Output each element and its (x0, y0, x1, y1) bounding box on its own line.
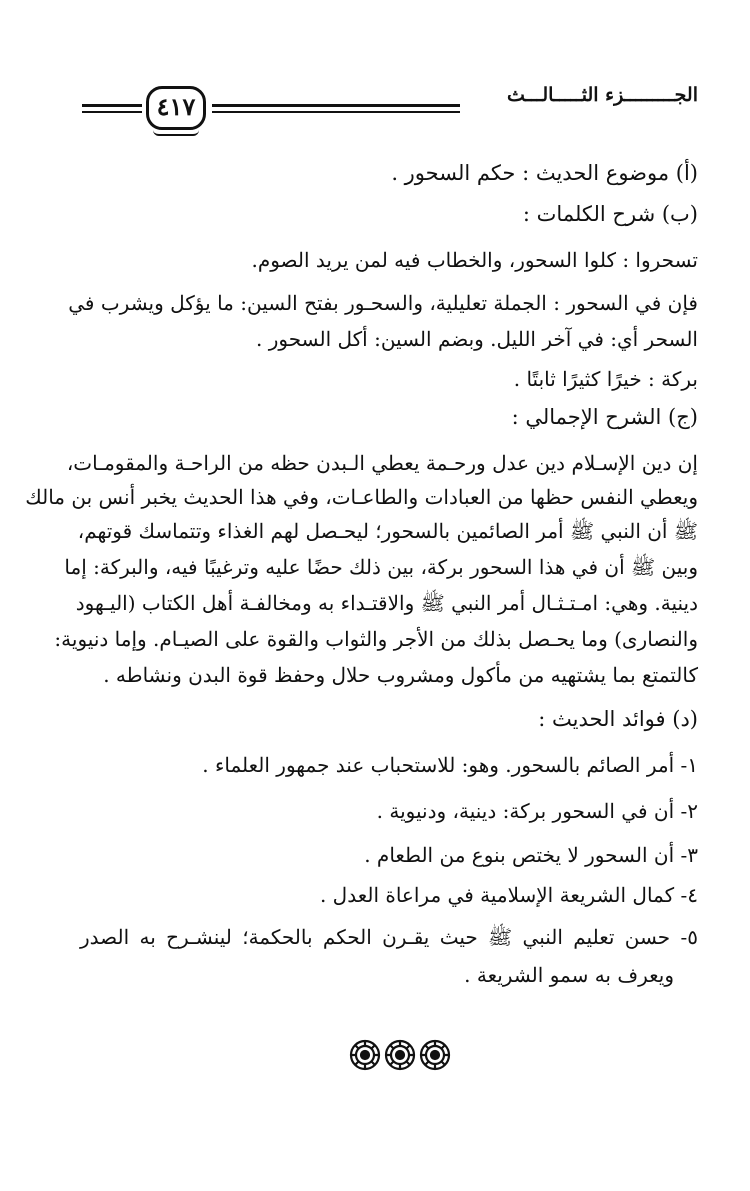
page-header (0, 0, 750, 140)
section-d-heading: (د) فوائد الحديث : (538, 707, 698, 731)
explanation-line: والنصارى) وما يحـصل بذلك من الأجر والثواب والقوة على الصيـام. وإما دنيوية: (54, 627, 698, 651)
explanation-line: وبين ﷺ أن في هذا السحور بركة، بين ذلك حضًا عليه وترغيبًا فيه، والبركة: إما (64, 555, 698, 579)
benefit-item: ٥- حسن تعليم النبي ﷺ حيث يقـرن الحكم بالحكمة؛ لينشـرح به الصدر (80, 925, 699, 949)
part-title: الجـــــــــزء الثـــــالـــث (506, 84, 698, 106)
definition-line: السحر أي: في آخر الليل. وبضم السين: أكل السحور . (256, 327, 698, 351)
explanation-line: كالتمتع بما يشتهيه من مأكول ومشروب حلال وحفظ قوة البدن ونشاطه . (103, 663, 698, 687)
section-b-heading: (ب) شرح الكلمات : (522, 202, 698, 226)
page-number: ٤١٧ (156, 92, 196, 121)
explanation-line: ويعطي النفس حظها من العبادات والطاعـات، وفي هذا الحديث يخبر أنس بن مالك (25, 485, 698, 509)
explanation-line: إن دين الإسـلام دين عدل ورحـمة يعطي الـبدن حظه من الراحـة والمقومـات، (66, 451, 698, 475)
section-c-heading: (ج) الشرح الإجمالي : (511, 405, 698, 429)
definition-line: فإن في السحور : الجملة تعليلية، والسحـور بفتح السين: ما يؤكل ويشرب في (68, 291, 698, 315)
triple-flower-ornament-icon (348, 1038, 452, 1072)
header-rule-left-thin (82, 111, 142, 113)
benefit-item: ٢- أن في السحور بركة: دينية، ودنيوية . (376, 799, 698, 823)
benefit-item-continuation: ويعرف به سمو الشريعة . (464, 963, 674, 987)
header-rule-right (212, 104, 460, 107)
benefit-item: ٣- أن السحور لا يختص بنوع من الطعام . (364, 843, 698, 867)
page-number-box (146, 86, 206, 130)
definition-line: بركة : خيرًا كثيرًا ثابتًا . (513, 367, 698, 391)
definition-line: تسحروا : كلوا السحور، والخطاب فيه لمن يريد الصوم. (251, 248, 698, 272)
header-rule-left (82, 104, 142, 107)
section-a-heading: (أ) موضوع الحديث : حكم السحور . (391, 161, 698, 185)
benefit-item: ٤- كمال الشريعة الإسلامية في مراعاة العدل . (319, 883, 698, 907)
benefit-item: ١- أمر الصائم بالسحور. وهو: للاستحباب عند جمهور العلماء . (202, 753, 698, 777)
explanation-line: ﷺ أن النبي ﷺ أمر الصائمين بالسحور؛ ليحـصل لهم الغذاء وتتماسك قوتهم، (77, 519, 698, 543)
explanation-line: دينية. وهي: امـتـثـال أمر النبي ﷺ والاقتـداء به ومخالفـة أهل الكتاب (اليـهود (75, 591, 698, 615)
header-rule-right-thin (212, 111, 460, 113)
